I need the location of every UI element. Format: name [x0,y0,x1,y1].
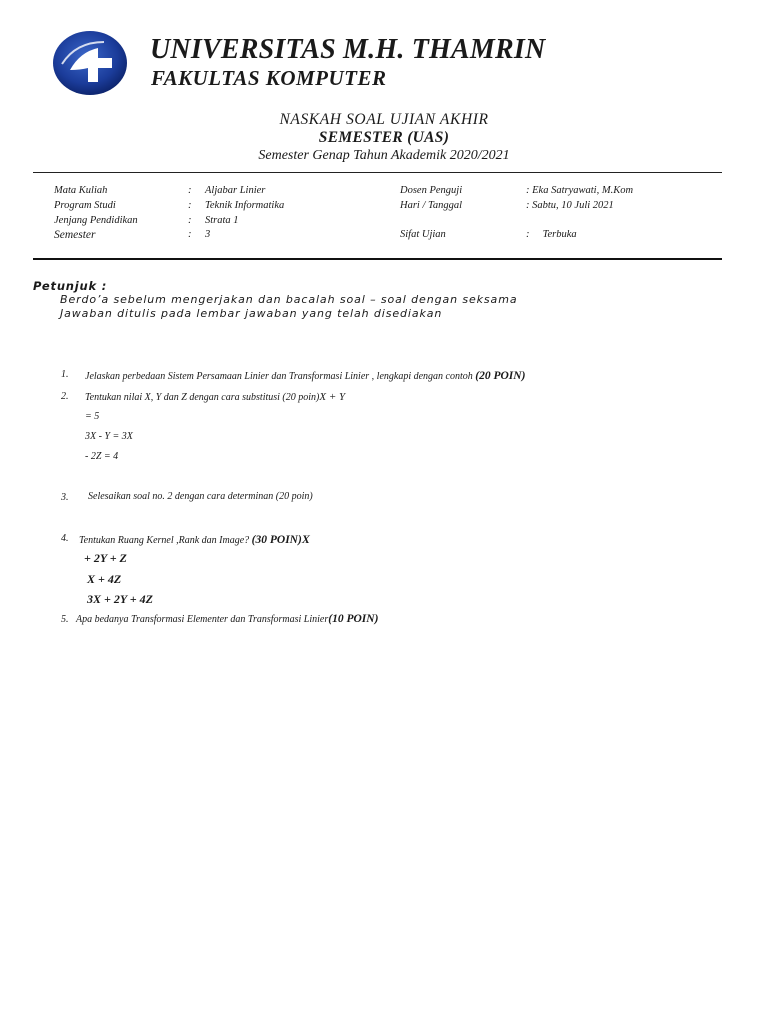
info-value: Teknik Informatika [205,200,285,211]
info-label: Hari / Tanggal [400,200,463,211]
question-text-body: Tentukan nilai X, Y dan Z dengan cara substitusi (20 poin) [85,392,320,403]
info-label: Program Studi [54,200,116,211]
instruction-line: Berdo’a sebelum mengerjakan dan bacalah soal – soal dengan seksama [60,293,518,306]
info-value: : Terbuka [526,229,577,240]
info-value: : Sabtu, 10 Juli 2021 [526,200,614,211]
faculty-name: FAKULTAS KOMPUTER [151,66,387,90]
university-name: UNIVERSITAS M.H. THAMRIN [150,34,546,65]
question-number: 5. [61,614,69,625]
info-sep: : [188,200,192,211]
instruction-line: Jawaban ditulis pada lembar jawaban yang telah disediakan [60,307,443,320]
divider-top [33,172,722,173]
info-sep: : [188,185,192,196]
question-points: (30 POIN) [251,534,302,546]
question-points: (20 POIN) [475,370,526,382]
equation-line: + 2Y + Z [84,551,127,565]
info-label: Jenjang Pendidikan [54,215,138,226]
info-label: Semester [54,229,96,241]
instructions-heading: Petunjuk : [33,279,108,293]
question-text-body: Apa bedanya Transformasi Elementer dan Transformasi Linier [76,614,329,625]
question-text [76,613,378,625]
academic-year: Semester Genap Tahun Akademik 2020/2021 [258,148,510,163]
question-text [85,391,345,403]
exam-semester: SEMESTER (UAS) [318,129,450,146]
equation-line: - 2Z = 4 [85,451,119,462]
question-text: Selesaikan soal no. 2 dengan cara determinan (20 poin) [88,491,313,502]
question-number: 2. [61,391,69,402]
info-label: Dosen Penguji [400,185,463,196]
info-label: Sifat Ujian [400,229,446,240]
equation-line: = 5 [85,411,100,422]
info-value: Strata 1 [205,215,239,226]
equation-line: 3X - Y = 3X [85,431,133,442]
equation-part: X + Y [319,391,346,403]
university-logo [52,30,128,96]
equation-line: 3X + 2Y + 4Z [87,592,153,606]
info-sep: : [188,215,192,226]
info-value: : Eka Satryawati, M.Kom [526,185,634,196]
info-sep: : [188,229,192,240]
divider-bottom [33,258,722,260]
question-text-body: Tentukan Ruang Kernel ,Rank dan Image? [79,535,252,546]
question-number: 1. [61,369,69,380]
exam-title: NASKAH SOAL UJIAN AKHIR [279,111,489,128]
equation-part: X [301,532,310,546]
info-value: 3 [205,229,211,240]
question-text-body: Jelaskan perbedaan Sistem Persamaan Linier dan Transformasi Linier , lengkapi dengan contoh [85,371,476,382]
question-text [79,532,310,547]
question-points: (10 POIN) [328,613,379,625]
info-value: Aljabar Linier [205,185,266,196]
info-label: Mata Kuliah [54,185,108,196]
question-number: 4. [61,533,69,544]
question-number: 3. [61,492,69,503]
question-text [85,370,525,382]
equation-line: X + 4Z [87,572,122,586]
